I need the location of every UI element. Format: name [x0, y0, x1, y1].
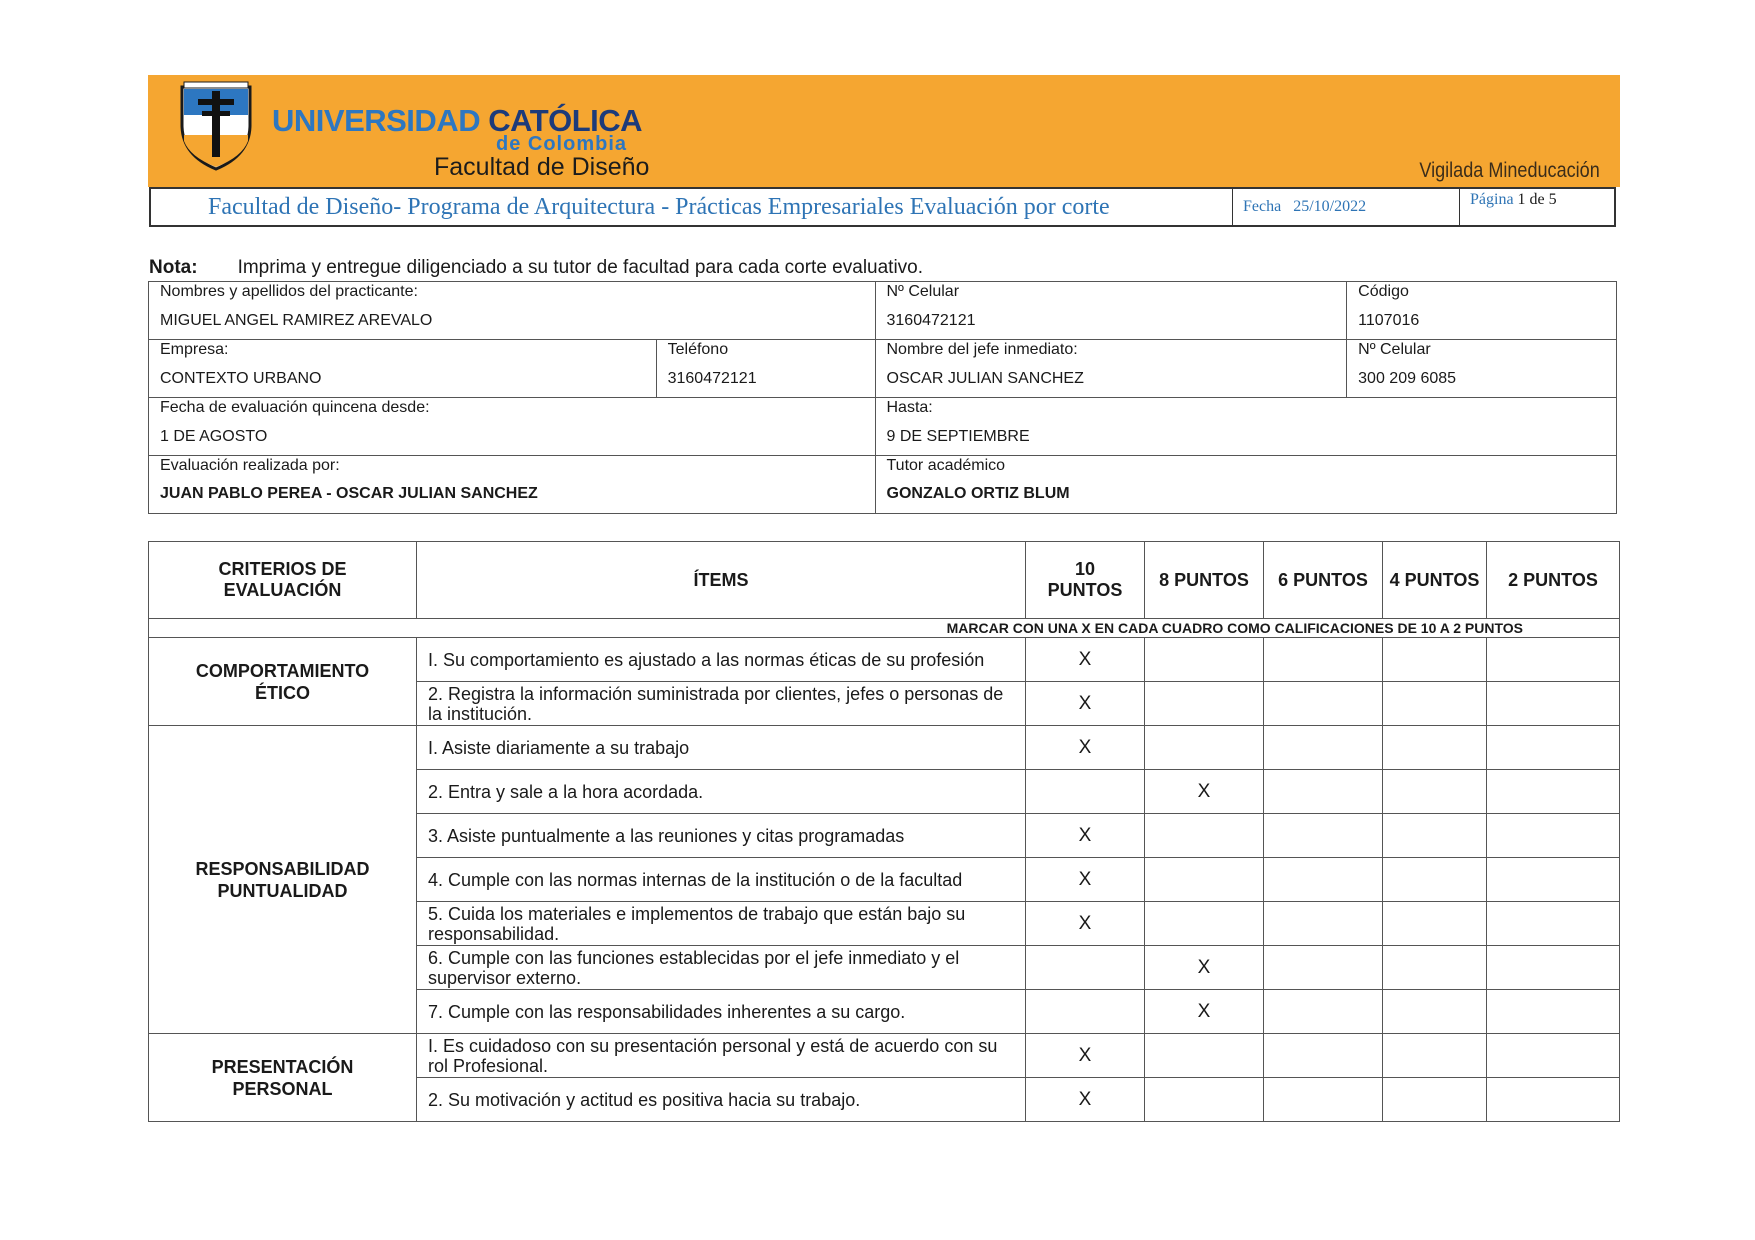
- item-text: 5. Cuida los materiales e implementos de trabajo que están bajo su responsabilidad.: [417, 902, 1026, 946]
- document-title-row: [149, 187, 1616, 227]
- score-2-cell[interactable]: [1487, 1078, 1620, 1122]
- score-4-cell[interactable]: [1383, 946, 1487, 990]
- score-10-cell[interactable]: X: [1026, 726, 1145, 770]
- university-name-part1: UNIVERSIDAD: [272, 103, 481, 138]
- item-text: I. Asiste diariamente a su trabajo: [417, 726, 1026, 770]
- score-6-cell[interactable]: [1264, 990, 1383, 1034]
- jefe-label: Nombre del jefe inmediato:: [886, 341, 1078, 358]
- score-2-cell[interactable]: [1487, 814, 1620, 858]
- table-row: [149, 726, 1620, 770]
- jefe-cell: [875, 340, 1347, 398]
- document-title: Facultad de Diseño- Programa de Arquitectura - Prácticas Empresariales Evaluación por corte: [151, 189, 1233, 225]
- header-2-puntos: 2 PUNTOS: [1487, 542, 1620, 619]
- table-header-row: [149, 542, 1620, 619]
- score-6-cell[interactable]: [1264, 682, 1383, 726]
- item-text: I. Su comportamiento es ajustado a las normas éticas de su profesión: [417, 638, 1026, 682]
- score-10-cell[interactable]: [1026, 770, 1145, 814]
- page-number: [1460, 189, 1614, 225]
- score-8-cell[interactable]: [1145, 638, 1264, 682]
- score-4-cell[interactable]: [1383, 814, 1487, 858]
- score-2-cell[interactable]: [1487, 990, 1620, 1034]
- item-text: 3. Asiste puntualmente a las reuniones y citas programadas: [417, 814, 1026, 858]
- score-10-cell[interactable]: X: [1026, 902, 1145, 946]
- header-8-puntos: 8 PUNTOS: [1145, 542, 1264, 619]
- category-responsabilidad: RESPONSABILIDAD PUNTUALIDAD: [149, 726, 417, 1034]
- score-8-cell[interactable]: X: [1145, 990, 1264, 1034]
- jefe-celular-value: 300 209 6085: [1358, 370, 1457, 387]
- score-2-cell[interactable]: [1487, 726, 1620, 770]
- score-2-cell[interactable]: [1487, 638, 1620, 682]
- codigo-value: 1107016: [1358, 312, 1420, 329]
- celular-value: 3160472121: [886, 312, 976, 329]
- item-text: 2. Su motivación y actitud es positiva hacia su trabajo.: [417, 1078, 1026, 1122]
- realizada-cell: [149, 456, 876, 514]
- header-criterios: CRITERIOS DE EVALUACIÓN: [149, 542, 417, 619]
- score-10-cell[interactable]: X: [1026, 682, 1145, 726]
- score-8-cell[interactable]: [1145, 682, 1264, 726]
- score-8-cell[interactable]: [1145, 814, 1264, 858]
- fecha-label: Fecha: [1243, 198, 1282, 215]
- table-row: [149, 456, 1617, 514]
- score-4-cell[interactable]: [1383, 1034, 1487, 1078]
- score-10-cell[interactable]: X: [1026, 858, 1145, 902]
- score-8-cell[interactable]: [1145, 858, 1264, 902]
- codigo-label: Código: [1358, 283, 1409, 300]
- score-8-cell[interactable]: X: [1145, 770, 1264, 814]
- header-banner: [148, 75, 1620, 187]
- score-6-cell[interactable]: [1264, 902, 1383, 946]
- tutor-cell: [875, 456, 1617, 514]
- tutor-value: GONZALO ORTIZ BLUM: [886, 485, 1070, 502]
- header-items: ÍTEMS: [417, 542, 1026, 619]
- jefe-celular-label: Nº Celular: [1358, 341, 1431, 358]
- nombre-cell: [149, 282, 876, 340]
- pagina-value: 1 de 5: [1517, 191, 1557, 208]
- item-text: I. Es cuidadoso con su presentación personal y está de acuerdo con su rol Profesional.: [417, 1034, 1026, 1078]
- student-info-table: [148, 281, 1617, 514]
- score-10-cell[interactable]: [1026, 990, 1145, 1034]
- score-6-cell[interactable]: [1264, 638, 1383, 682]
- score-8-cell[interactable]: X: [1145, 946, 1264, 990]
- header-10-puntos: 10 PUNTOS: [1026, 542, 1145, 619]
- score-2-cell[interactable]: [1487, 1034, 1620, 1078]
- score-6-cell[interactable]: [1264, 1078, 1383, 1122]
- university-name-part2: CATÓLICA: [488, 103, 643, 138]
- nota-text: Imprima y entregue diligenciado a su tutor de facultad para cada corte evaluativo.: [237, 257, 924, 278]
- score-10-cell[interactable]: X: [1026, 1034, 1145, 1078]
- score-8-cell[interactable]: [1145, 1078, 1264, 1122]
- celular-cell: [875, 282, 1347, 340]
- score-2-cell[interactable]: [1487, 682, 1620, 726]
- empresa-value: CONTEXTO URBANO: [160, 370, 322, 387]
- realizada-value: JUAN PABLO PEREA - OSCAR JULIAN SANCHEZ: [160, 485, 538, 502]
- nombre-value: MIGUEL ANGEL RAMIREZ AREVALO: [160, 312, 433, 329]
- table-row: [149, 282, 1617, 340]
- pagina-label: Página: [1470, 191, 1514, 208]
- item-text: 2. Entra y sale a la hora acordada.: [417, 770, 1026, 814]
- score-8-cell[interactable]: [1145, 726, 1264, 770]
- score-10-cell[interactable]: X: [1026, 638, 1145, 682]
- score-6-cell[interactable]: [1264, 814, 1383, 858]
- nombre-label: Nombres y apellidos del practicante:: [160, 283, 418, 300]
- telefono-value: 3160472121: [667, 370, 757, 387]
- table-row: [149, 398, 1617, 456]
- score-2-cell[interactable]: [1487, 946, 1620, 990]
- score-4-cell[interactable]: [1383, 1078, 1487, 1122]
- nota-line: [149, 257, 923, 279]
- item-text: 7. Cumple con las responsabilidades inherentes a su cargo.: [417, 990, 1026, 1034]
- header-4-puntos: 4 PUNTOS: [1383, 542, 1487, 619]
- score-6-cell[interactable]: [1264, 1034, 1383, 1078]
- category-presentacion: PRESENTACIÓN PERSONAL: [149, 1034, 417, 1122]
- header-6-puntos: 6 PUNTOS: [1264, 542, 1383, 619]
- university-subtitle: de Colombia: [496, 133, 628, 155]
- score-6-cell[interactable]: [1264, 858, 1383, 902]
- table-row: [149, 340, 1617, 398]
- score-10-cell[interactable]: X: [1026, 1078, 1145, 1122]
- score-10-cell[interactable]: [1026, 946, 1145, 990]
- hasta-label: Hasta:: [886, 399, 933, 416]
- codigo-cell: [1347, 282, 1617, 340]
- item-text: 4. Cumple con las normas internas de la institución o de la facultad: [417, 858, 1026, 902]
- score-8-cell[interactable]: [1145, 1034, 1264, 1078]
- document-date: [1233, 189, 1460, 225]
- score-4-cell[interactable]: [1383, 770, 1487, 814]
- jefe-celular-cell: [1347, 340, 1617, 398]
- item-text: 6. Cumple con las funciones establecidas por el jefe inmediato y el supervisor externo.: [417, 946, 1026, 990]
- score-6-cell[interactable]: [1264, 946, 1383, 990]
- jefe-value: OSCAR JULIAN SANCHEZ: [886, 370, 1084, 387]
- score-2-cell[interactable]: [1487, 770, 1620, 814]
- score-4-cell[interactable]: [1383, 902, 1487, 946]
- instruction-text: MARCAR CON UNA X EN CADA CUADRO COMO CALIFICACIONES DE 10 A 2 PUNTOS: [149, 619, 1620, 638]
- tutor-label: Tutor académico: [886, 457, 1006, 474]
- instruction-row: [149, 619, 1620, 638]
- score-4-cell[interactable]: [1383, 726, 1487, 770]
- nota-label: Nota:: [149, 257, 198, 278]
- table-row: [149, 1034, 1620, 1078]
- table-row: [149, 638, 1620, 682]
- hasta-cell: [875, 398, 1617, 456]
- realizada-label: Evaluación realizada por:: [160, 457, 340, 474]
- score-6-cell[interactable]: [1264, 726, 1383, 770]
- score-4-cell[interactable]: [1383, 990, 1487, 1034]
- score-2-cell[interactable]: [1487, 858, 1620, 902]
- score-6-cell[interactable]: [1264, 770, 1383, 814]
- empresa-label: Empresa:: [160, 341, 229, 358]
- telefono-label: Teléfono: [667, 341, 729, 358]
- evaluation-criteria-table: [148, 541, 1620, 1122]
- celular-label: Nº Celular: [886, 283, 960, 300]
- empresa-cell: [149, 340, 657, 398]
- university-shield-logo: [176, 81, 256, 173]
- fecha-value: 25/10/2022: [1293, 198, 1367, 215]
- score-10-cell[interactable]: X: [1026, 814, 1145, 858]
- fecha-desde-cell: [149, 398, 876, 456]
- vigilada-label: Vigilada Mineducación: [1419, 159, 1600, 182]
- telefono-cell: [656, 340, 875, 398]
- fecha-desde-value: 1 DE AGOSTO: [160, 428, 268, 445]
- hasta-value: 9 DE SEPTIEMBRE: [886, 428, 1030, 445]
- score-4-cell[interactable]: [1383, 858, 1487, 902]
- score-8-cell[interactable]: [1145, 902, 1264, 946]
- score-2-cell[interactable]: [1487, 902, 1620, 946]
- faculty-name: Facultad de Diseño: [434, 153, 650, 181]
- fecha-desde-label: Fecha de evaluación quincena desde:: [160, 399, 430, 416]
- score-4-cell[interactable]: [1383, 682, 1487, 726]
- category-etico: COMPORTAMIENTO ÉTICO: [149, 638, 417, 726]
- score-4-cell[interactable]: [1383, 638, 1487, 682]
- item-text: 2. Registra la información suministrada por clientes, jefes o personas de la institución.: [417, 682, 1026, 726]
